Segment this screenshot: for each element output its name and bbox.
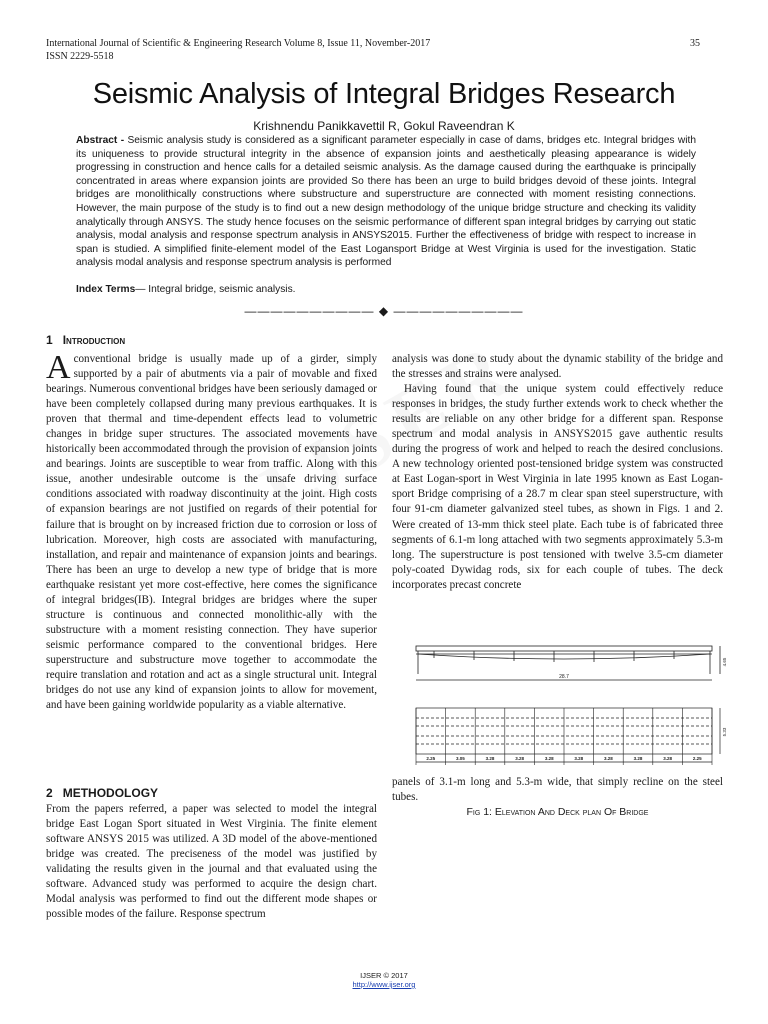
segment-label: 3.28 <box>633 756 643 761</box>
figure-caption: Fig 1: Elevation And Deck plan Of Bridge <box>466 806 649 818</box>
section-divider: —————————— ◆ —————————— <box>244 304 524 318</box>
deck-slab <box>416 646 712 651</box>
authors: Krishnendu Panikkavettil R, Gokul Raveendran K <box>253 119 515 133</box>
right-paragraph-2: Having found that the unique system could effectively reduce responses in bridges, the study further extends work to check whether the results are reliable on any other bridge for a different span. Response spectrum and modal analysis in ANSYS2015 gave authentic results during the progress of work and helped to reach the desired conclusions. A new technology oriented post-tensioned bridge system was constructed at East Logan-sport in West Virginia in late 1995 known as East Logan-sport Bridge comprising of a 28.7 m clear span steel superstructure, with four 91-cm diameter galvanized steel tubes, as shown in Figs. 1 and 2. Were created of 13-mm thick steel plate. Each tube is of fabricated three segments of 6.1-m long attached with two segments approximately 5.3-m long. The superstructure is post tensioned with twelve 3.5-cm diameter poly-coated Dywidag rods, six for each couple of tubes. The deck incorporates precast concrete <box>392 383 723 591</box>
intro-title: Introduction <box>62 333 126 347</box>
segment-label: 3.28 <box>515 756 524 761</box>
footer-copyright: IJSER © 2017 <box>360 971 408 980</box>
right-column-body <box>392 352 723 593</box>
right-paragraph-1: analysis was done to study about the dynamic stability of the bridge and the stresses and strains were analysed. <box>392 353 723 381</box>
abstract-label: Abstract - <box>76 135 125 146</box>
page-number: 35 <box>690 38 700 49</box>
deck-plan <box>416 708 720 762</box>
height-label: 4.65 <box>722 657 727 667</box>
method-number: 2 <box>46 786 53 800</box>
methodology-body <box>46 802 377 922</box>
footer-url[interactable]: http://www.ijser.org <box>352 980 416 989</box>
segment-label: 3.28 <box>485 756 495 761</box>
abstract <box>76 134 696 270</box>
segment-label: 3.28 <box>604 756 613 761</box>
index-terms-label: Index Terms <box>76 284 136 295</box>
journal-header: International Journal of Scientific & Engineering Research Volume 8, Issue 11, November-2017 <box>46 38 431 49</box>
segment-label: 2.25 <box>692 756 702 761</box>
abstract-text: Seismic analysis study is considered as a significant parameter especially in case of dams, bridges etc. Integral bridges with its uniqueness to provide structural integrity in the absence of expansion joints and aesthetically pleasing appearance is widely progressing in construction and hence calls for a detailed seismic analysis. As the damage caused during the earthquake is principally concentrated in areas where expansion joints are provided So there has been an urge to build bridges devoid of these joints. Integral bridges are monolithically constructions where substructure and superstructure are connected with moment resisting connections. However, the main purpose of the study is to find out a new design methodology of the unique bridge structure and checking its validity analytically through ANSYS. The study hence focuses on the seismic performance of different span integral bridges by carrying out static analysis, modal analysis and response spectrum analysis in ANSYS2015. Further the effectiveness of bridge with respect to increase in span is studied. A simplified finite-element model of the East Logansport Bridge at West Virginia is used for the investigation. Static analysis modal analysis and response spectrum analysis is performed <box>76 135 696 269</box>
method-title: METHODOLOGY <box>62 786 159 800</box>
methodology-heading <box>46 786 158 800</box>
index-terms-text: — Integral bridge, seismic analysis. <box>135 284 296 295</box>
segment-label: 3.28 <box>544 756 554 761</box>
segment-label: 3.05 <box>456 756 465 761</box>
issn: ISSN 2229-5518 <box>46 51 114 62</box>
right-paragraph-3: panels of 3.1-m long and 5.3-m wide, that simply recline on the steel tubes. <box>392 776 723 804</box>
intro-text: conventional bridge is usually made up of a girder, simply supported by a pair of abutments via a pair of movable and fixed bearings. Numerous conventional bridges have been seriously damaged or have been completely collapsed during many previous earthquakes. It is proven that thermal and time-dependent effects lead to volumetric changes in bridge super structures. The associated movements have historically been accommodated through the provision of expansion joints and bearings. Joints are susceptible to wear from traffic. Along with this issue, another undesirable outcome is the unsafe driving surface conditions associated with roadway discontinuity at the joint. High costs of expansion bearings are not justified on regards of their potential for failure that is brought on by increased friction due to corrosion or loss of lubrication. Moreover, high costs are associated with manufacturing, installation, and repair and maintenance of expansion joints and bearings. There has been an urge to develop a new type of bridge that is more earthquake resistant yet more cost-effective, here comes the significance of integral bridges(IB). Integral bridges are bridges where the super structure is continuous and connected monolithic-ally with the substructure with a moment resisting connection. They have superior seismic performance compared to the conventional bridges. Here superstructure and substructure move together to accommodate the require translation and rotation and act as a single structural unit. Integral bridges do not use any kind of expansion joints to allow for movement, and have been gaining worldwide popularity as a viable alternative. <box>46 353 377 712</box>
index-terms <box>76 283 696 296</box>
paper-title: Seismic Analysis of Integral Bridges Research <box>92 78 676 110</box>
intro-heading <box>46 333 125 347</box>
right-column-bottom <box>392 775 723 805</box>
segment-label: 2.25 <box>426 756 436 761</box>
girder-arch <box>418 654 710 659</box>
width-label: 5.33 <box>722 727 727 737</box>
intro-dropcap: A <box>46 349 71 386</box>
intro-body <box>46 349 377 713</box>
segment-label: 3.28 <box>663 756 672 761</box>
intro-number: 1 <box>46 333 53 347</box>
methodology-text: From the papers referred, a paper was selected to model the integral bridge East Logan Sport situated in West Virginia. The finite element software ANSYS 2015 was utilized. A 3D model of the above-mentioned bridge was created. The preciseness of the model was justified by validating the results given in the journal and that evaluated using the software. Advanced study was performed to acquire the design chart. Modal analysis was performed to find out the different mode shapes or possible modes of the failure. Response spectrum <box>46 803 377 921</box>
span-label: 28.7 <box>559 674 569 680</box>
segment-group <box>416 708 712 765</box>
bridge-figure <box>414 640 736 780</box>
segment-label: 3.28 <box>574 756 584 761</box>
